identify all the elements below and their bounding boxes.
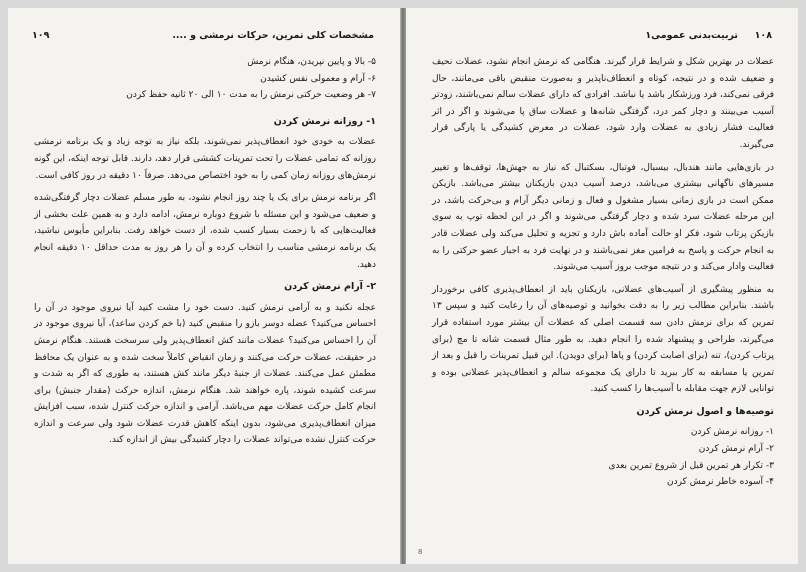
- paragraph: در بازی‌هایی مانند هندبال، بیسبال، فوتبال، بسکتبال که نیاز به جهش‌ها، توقف‌ها و تغییر مسیرهای ناگهانی بیشتری می‌باشد، درصد آسیب دیدن بازیکنان بیشتر می‌باشد. بازیکن ممکن است در بازی زمانی بسیار مشغول و فعال و زمانی دیگر آرام و بی‌حرکت باشد، در این مرحله عضلات سرد شده و دچار گرفتگی می‌شوند و اگر در این لحظه توپ به سوی بازیکن پرتاب شود، فکر او حالت آماده باش دارد و تجزیه و تحلیل می‌کند ولی عضلات قادر به انجام حرکت و پاسخ به فرامین مغز نمی‌باشند و در نهایت فرد به اجبار عضو حرکتی را به فعالیت وادار می‌کند و در نتیجه موجب بروز آسیب می‌شوند.: [432, 162, 774, 273]
- paragraph: عجله نکنید و به آرامی نرمش کنید. دست خود را مشت کنید آیا نیروی موجود در آن را احساس می‌کنید؟ عضله دوسر بازو را منقبض کنید (با خم کردن ساعد)، آیا نیروی موجود در آن را احساس می‌کنید؟ عضلات مانند کش انعطاف‌پذیر ولی سرسخت هستند. هنگام نرمش در حقیقت، عضلات حرکت می‌کنند و زمان انقباض کاملاً سخت شده و به عنوان یک محافظ مطمئن عمل می‌کنند. عضلات از جنبهٔ دیگر مانند کش هستند، به طوری که اگر به شدت و سرعت کشیده شوند، پاره خواهند شد. هنگام نرمش، اندازه حرکت (مقدار جنبش) برای انجام کامل حرکت عضلات مهم می‌باشد. آرامی و اندازه حرکت کنترل شده، سبب افزایش میزان انعطاف‌پذیری می‌شود، بدون اینکه کاهش قدرت عضلات شود ولی سرعت و اندازه حرکت کنترل نشده می‌تواند عضلات را دچار کشیدگی بیش از اندازه کند.: [34, 302, 376, 446]
- list-item: ۷- هر وضعیت حرکتی نرمش را به مدت ۱۰ الی ۲۰ ثانیه حفظ کردن: [126, 90, 376, 101]
- page-body: [34, 54, 376, 455]
- paragraph: عضلات به خودی خود انعطاف‌پذیر نمی‌شوند، بلکه نیاز به توجه زیاد و یک برنامه نرمشی روزانه که تمامی عضلات را تحت تمرینات کششی قرار دهد، دارند. قابل توجه اینکه، این گونه نرمش‌های روزانه زمان کمی را به خود اختصاص می‌دهد. صرفاً ۱۰ دقیقه در روز کافی است.: [34, 137, 376, 181]
- section-heading: ۲- آرام نرمش کردن: [284, 281, 376, 293]
- left-page: [8, 8, 400, 564]
- page-number: ۱۰۹: [32, 30, 50, 41]
- footer-mark: 8: [418, 548, 423, 556]
- section-heading: ۱- روزانه نرمش کردن: [273, 115, 376, 127]
- list-item: ۳- تکرار هر تمرین قبل از شروع تمرین بعدی: [608, 460, 774, 471]
- page-number: ۱۰۸: [754, 30, 772, 41]
- list-item: ۴- آسوده خاطر نرمش کردن: [666, 477, 774, 488]
- paragraph: به منظور پیشگیری از آسیب‌های عضلانی، بازیکنان باید از انعطاف‌پذیری کافی برخوردار باشند. بنابراین مطالب زیر را به دقت بخوانید و توصیه‌های آن را رعایت کنید و سپس ۱۳ تمرین که برای نرمش دادن سه قسمت اصلی که عضلات آن بیشتر مورد استفاده قرار می‌گیرند، طراحی و پیشنهاد شده را انجام دهید. به طور مثال قسمت شانه تا مچ (برای پرتاب کردن)، تنه (برای اصابت کردن) و پاها (برای دویدن). این قبیل تمرینات را قبل و بعد از تمرین یا مسابقه به کار ببرید تا دارای یک مجموعه سالم و انعطاف‌پذیر عضلانی بوده و توانایی لازم جهت مقابله با آسیب‌ها را کسب کنید.: [432, 284, 774, 395]
- paragraph: عضلات در بهترین شکل و شرایط قرار گیرند. هنگامی که نرمش انجام نشود، عضلات نحیف و ضعیف شده و در نتیجه، کوتاه و انعطاف‌ناپذیر و به‌صورت منقبض باقی می‌مانند، حال فرقی نمی‌کند، فرد ورزشکار باشد یا نباشد. افرادی که دارای عضلات سالم نمی‌باشند، زودتر آسیب می‌بینند و دچار کمر درد، گرفتگی شانه‌ها و عضلات ساق پا می‌شوند و اگر در اثر فعالیت فشار زیادی به عضلات وارد شود، عضلات در معرض کشیدگی یا پارگی قرار می‌گیرند.: [432, 57, 774, 150]
- list-item: ۵- بالا و پایین نپریدن، هنگام نرمش: [247, 57, 376, 67]
- list-item: ۲- آرام نرمش کردن: [698, 444, 774, 455]
- book-spread: [8, 8, 798, 564]
- right-page: [406, 8, 798, 564]
- list-item: ۶- آرام و معمولی نفس کشیدن: [260, 73, 376, 84]
- section-heading: توصیه‌ها و اصول نرمش کردن: [636, 405, 774, 417]
- guideline-list: [34, 54, 376, 104]
- list-item: ۱- روزانه نرمش کردن: [690, 427, 774, 438]
- page-body: [432, 54, 774, 501]
- running-title: تربیت‌بدنی عمومی۱: [645, 30, 738, 41]
- tips-list: [432, 424, 774, 490]
- running-title: مشخصات کلی تمرین، حرکات نرمشی و ....: [172, 30, 374, 41]
- paragraph: اگر برنامه نرمش برای یک یا چند روز انجام نشود، به طور مسلم عضلات دچار گرفتگی‌شده و ضعیف می‌شود و این مسئله با شروع دوباره نرمش، ادامه دارد و به همین علت بخشی از فعالیت‌هایی که با زحمت بسیار کسب شده، از دست خواهد رفت. بنابراین مأیوس نباشید، یک برنامه نرمشی مناسب را انتخاب کرده و آن را هر روز به مدت حداقل ۱۰ دقیقه انجام دهید.: [34, 193, 376, 270]
- page-header: [426, 30, 778, 50]
- page-header: [28, 30, 380, 50]
